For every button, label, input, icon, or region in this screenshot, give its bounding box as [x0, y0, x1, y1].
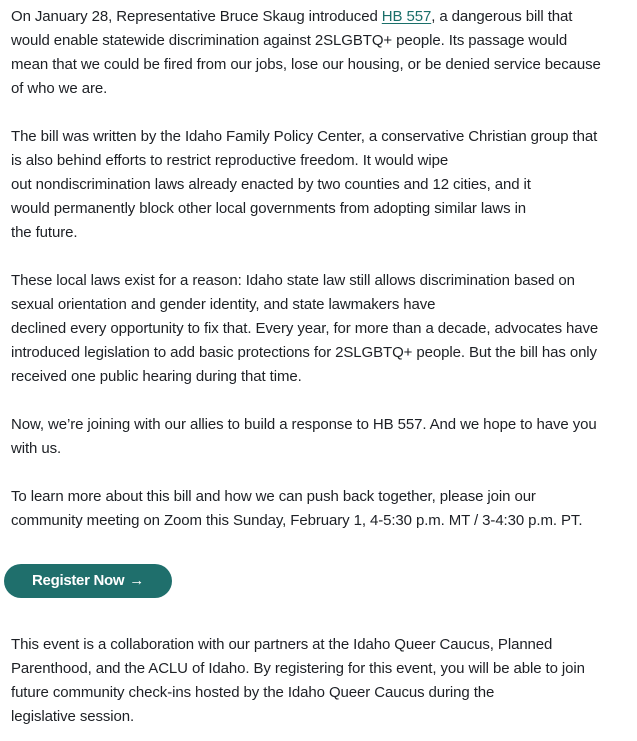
- text-line: with us.: [11, 440, 62, 457]
- text-segment: On January 28, Representative Bruce Skaug introduced: [11, 8, 382, 25]
- text-line: legislative session.: [11, 708, 135, 725]
- paragraph-bill-author: [11, 125, 631, 245]
- paragraph-intro: [11, 5, 631, 101]
- text-line: received one public hearing during that time.: [11, 368, 302, 385]
- paragraph-local-laws: [11, 269, 631, 389]
- text-line: future community check-ins hosted by the Idaho Queer Caucus during the: [11, 684, 495, 701]
- text-line: To learn more about this bill and how we can push back together, please join our: [11, 488, 536, 505]
- text-line: would permanently block other local governments from adopting similar laws in: [11, 200, 527, 217]
- text-line: sexual orientation and gender identity, and state lawmakers have: [11, 296, 436, 313]
- text-line: Parenthood, and the ACLU of Idaho. By registering for this event, you will be able to join: [11, 660, 585, 677]
- text-line: These local laws exist for a reason: Idaho state law still allows discrimination based on: [11, 272, 575, 289]
- text-segment: , a dangerous bill that: [431, 8, 573, 25]
- text-line: The bill was written by the Idaho Family Policy Center, a conservative Christian group that: [11, 128, 598, 145]
- cta-container: [4, 564, 631, 598]
- hb557-link[interactable]: HB 557: [381, 8, 432, 25]
- text-line: the future.: [11, 224, 78, 241]
- register-now-label: Register Now: [32, 572, 125, 589]
- text-line: Now, we’re joining with our allies to build a response to HB 557. And we hope to have you: [11, 416, 597, 433]
- text-line: mean that we could be fired from our jobs, lose our housing, or be denied service because: [11, 56, 601, 73]
- arrow-right-icon: →: [129, 572, 144, 589]
- text-line: is also behind efforts to restrict reproductive freedom. It would wipe: [11, 152, 449, 169]
- text-line: community meeting on Zoom this Sunday, February 1, 4-5:30 p.m. MT / 3-4:30 p.m. PT.: [11, 512, 583, 529]
- paragraph-allies: [11, 413, 631, 461]
- paragraph-collaboration: [11, 633, 631, 729]
- text-line: declined every opportunity to fix that. Every year, for more than a decade, advocates have: [11, 320, 599, 337]
- text-line: introduced legislation to add basic protections for 2SLGBTQ+ people. But the bill has only: [11, 344, 597, 361]
- register-now-button[interactable]: [4, 564, 172, 598]
- text-line: [11, 5, 631, 29]
- text-line: of who we are.: [11, 80, 108, 97]
- text-line: would enable statewide discrimination against 2SLGBTQ+ people. Its passage would: [11, 32, 568, 49]
- text-line: out nondiscrimination laws already enacted by two counties and 12 cities, and it: [11, 176, 531, 193]
- paragraph-meeting-info: [11, 485, 631, 533]
- text-line: This event is a collaboration with our partners at the Idaho Queer Caucus, Planned: [11, 636, 553, 653]
